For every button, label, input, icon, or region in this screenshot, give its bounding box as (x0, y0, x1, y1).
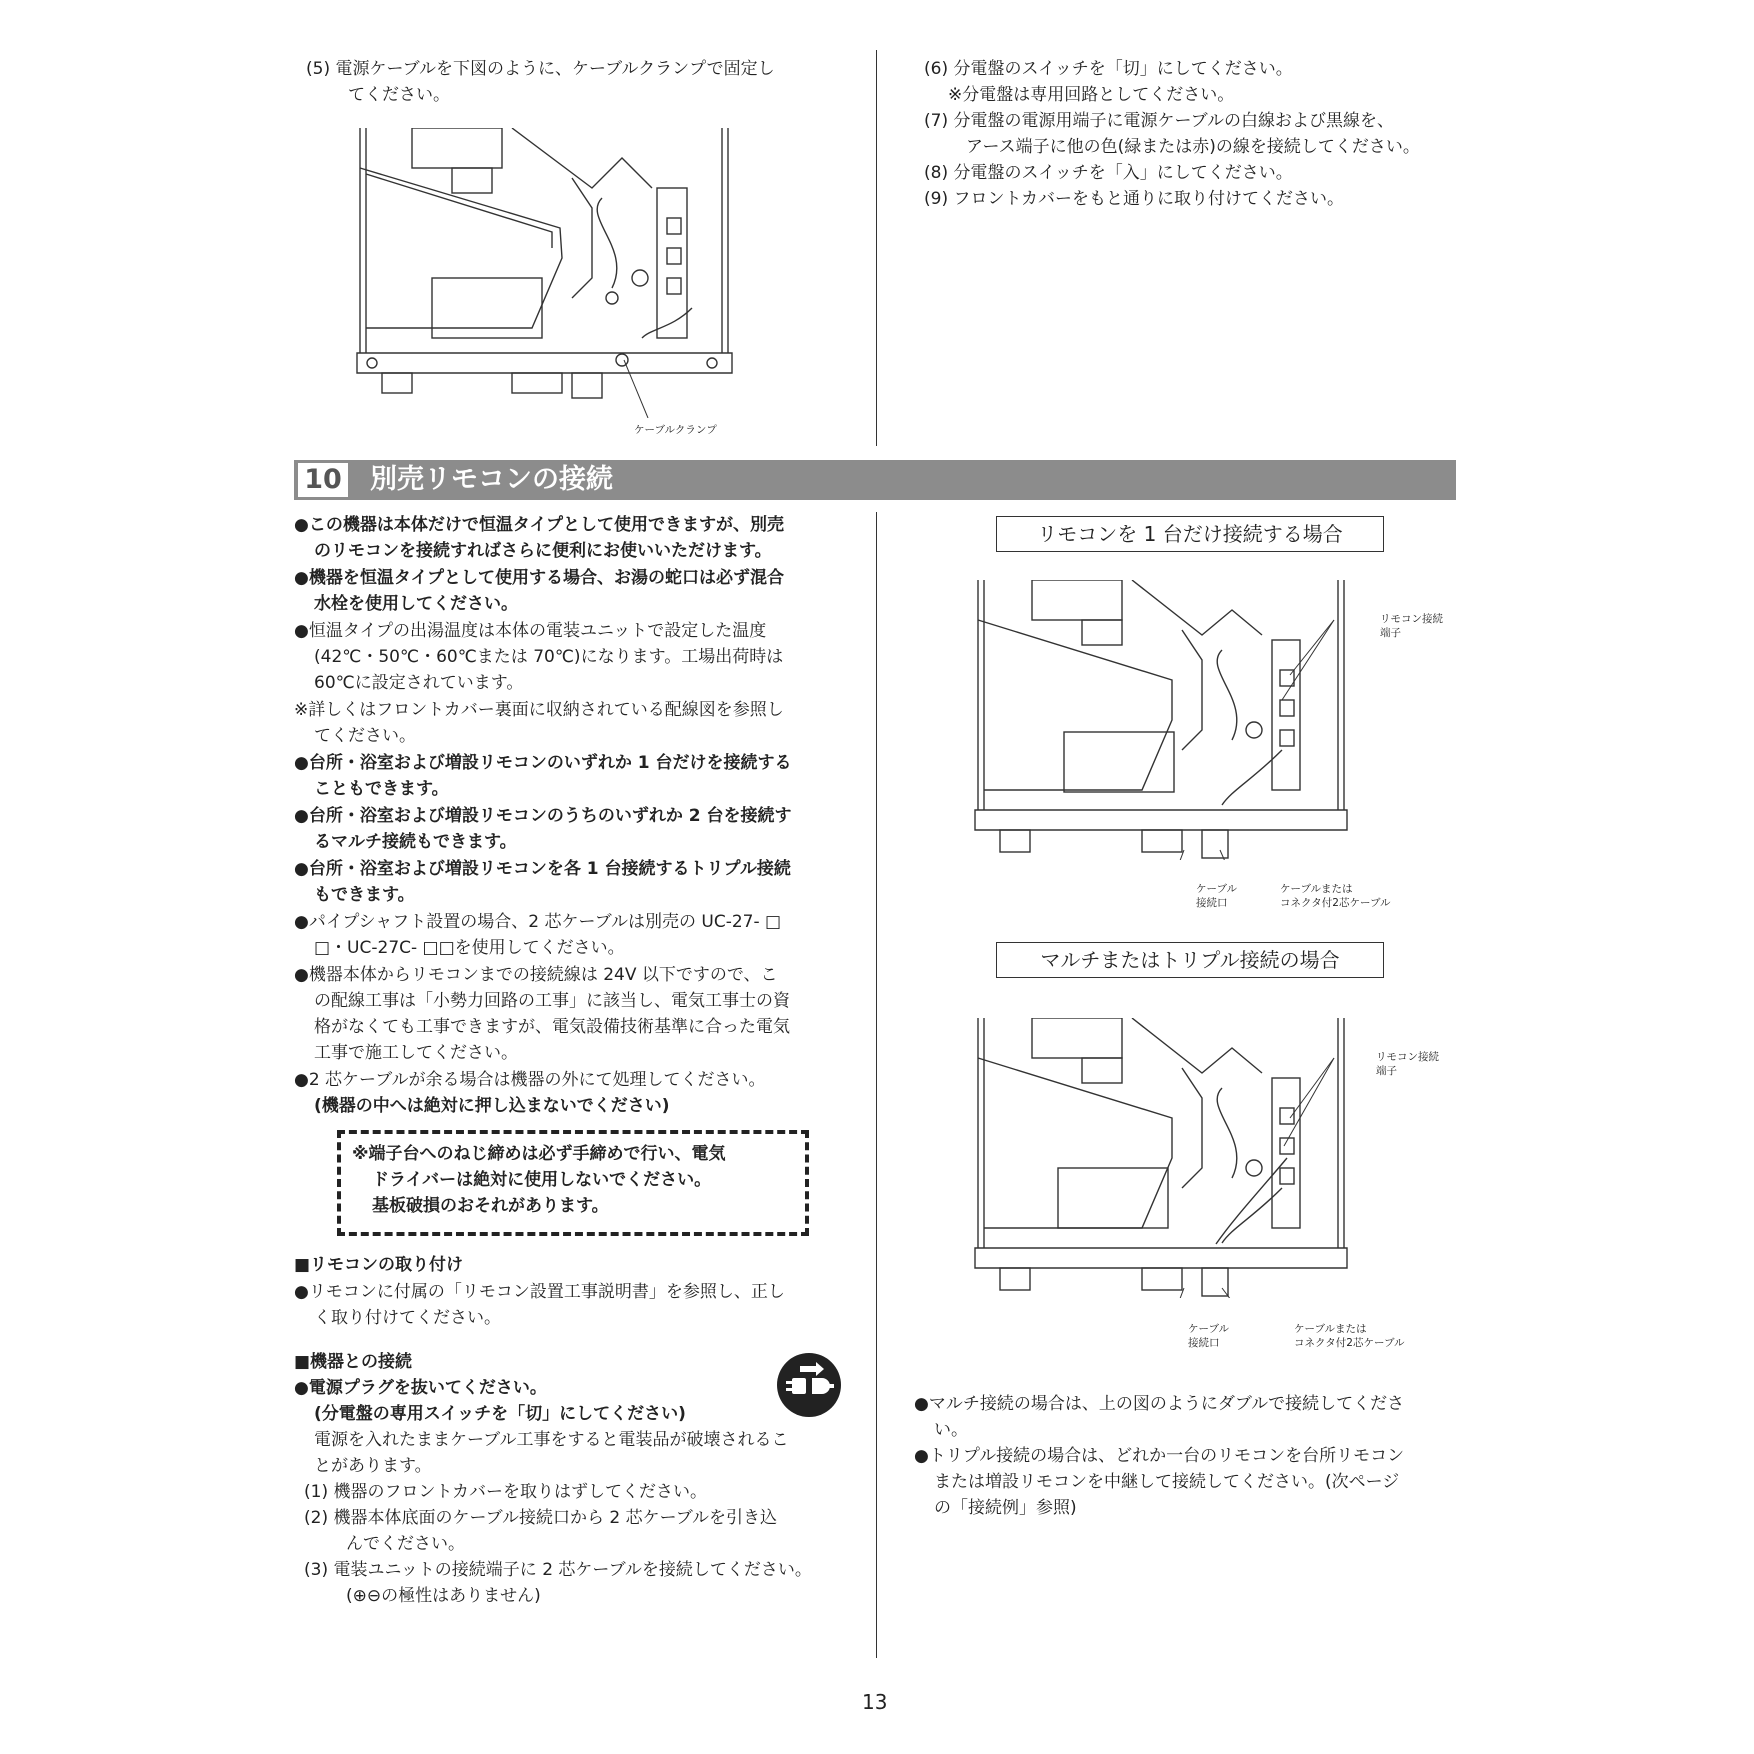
step-7-line-2: アース端子に他の色(緑または赤)の線を接続してください。 (966, 137, 1420, 157)
multi-note-line-2: い。 (934, 1420, 968, 1440)
bullet-3-line-1: ●恒温タイプの出湯温度は本体の電装ユニットで設定した温度 (294, 621, 767, 641)
bullet-5-line-1: ●台所・浴室および増設リモコンのうちのいずれか 2 台を接続す (294, 806, 792, 826)
fig1-port-label-2: 接続口 (1196, 897, 1228, 909)
fig2-terminal-label-1: リモコン接続 (1376, 1051, 1439, 1063)
multi-remote-figure (972, 1018, 1350, 1298)
bullet-7-line-1: ●パイプシャフト設置の場合、2 芯ケーブルは別売の UC-27- □ (294, 912, 782, 932)
section-number: 10 (298, 463, 348, 497)
single-remote-title: リモコンを 1 台だけ接続する場合 (996, 516, 1384, 552)
bullet-2-line-2: 水栓を使用してください。 (314, 594, 518, 614)
bullet-3-line-2: (42℃・50℃・60℃または 70℃)になります。工場出荷時は (314, 647, 784, 667)
note-1-line-1: ※詳しくはフロントカバー裏面に収納されている配線図を参照し (294, 700, 784, 720)
bullet-1-line-2: のリモコンを接続すればさらに便利にお使いいただけます。 (314, 541, 772, 561)
bullet-1-line-1: ●この機器は本体だけで恒温タイプとして使用できますが、別売 (294, 515, 784, 535)
multi-remote-title: マルチまたはトリプル接続の場合 (996, 942, 1384, 978)
column-divider-bottom (876, 512, 877, 1658)
notice-line-2: ドライバーは絶対に使用しないでください。 (372, 1170, 712, 1190)
bullet-8-line-1: ●機器本体からリモコンまでの接続線は 24V 以下ですので、こ (294, 965, 778, 985)
fig2-port-label-1: ケーブル (1188, 1323, 1230, 1335)
step-5-line-2: てください。 (348, 85, 450, 105)
fig2-port-label-2: 接続口 (1188, 1337, 1220, 1349)
step-9: (9) フロントカバーをもと通りに取り付けてください。 (924, 189, 1344, 209)
bullet-3-line-3: 60℃に設定されています。 (314, 673, 524, 693)
notice-line-3: 基板破損のおそれがあります。 (372, 1196, 609, 1216)
bullet-9-line-2: (機器の中へは絶対に押し込まないでください) (314, 1096, 670, 1116)
step-3-line-1: (3) 電装ユニットの接続端子に 2 芯ケーブルを接続してください。 (304, 1560, 812, 1580)
step-7-line-1: (7) 分電盤の電源用端子に電源ケーブルの白線および黒線を、 (924, 111, 1394, 131)
fig1-cable-label-2: コネクタ付2芯ケーブル (1280, 897, 1391, 909)
warning-text-line-1: 電源を入れたままケーブル工事をすると電装品が破壊されるこ (314, 1430, 789, 1450)
bullet-9-line-1: ●2 芯ケーブルが余る場合は機器の外にて処理してください。 (294, 1070, 766, 1090)
fig1-port-label-1: ケーブル (1196, 883, 1238, 895)
step-1: (1) 機器のフロントカバーを取りはずしてください。 (304, 1482, 707, 1502)
step-6-note: ※分電盤は専用回路としてください。 (948, 85, 1235, 105)
step-3-line-2: (⊕⊖の極性はありません) (346, 1586, 541, 1606)
page-number: 13 (862, 1690, 888, 1714)
switch-off-instruction: (分電盤の専用スイッチを「切」にしてください) (314, 1404, 686, 1424)
cable-clamp-figure (352, 128, 736, 418)
bullet-4-line-2: こともできます。 (314, 779, 449, 799)
fig2-cable-label-2: コネクタ付2芯ケーブル (1294, 1337, 1405, 1349)
bullet-8-line-2: の配線工事は「小勢力回路の工事」に該当し、電気工事士の資 (314, 991, 790, 1011)
remote-mounting-heading: ■リモコンの取り付け (294, 1255, 464, 1275)
fig2-cable-label-1: ケーブルまたは (1294, 1323, 1367, 1335)
warning-text-line-2: とがあります。 (314, 1456, 432, 1476)
single-remote-figure (972, 580, 1350, 860)
device-connection-heading: ■機器との接続 (294, 1352, 413, 1372)
multi-note-line-1: ●マルチ接続の場合は、上の図のようにダブルで接続してくださ (914, 1394, 1405, 1414)
bullet-5-line-2: るマルチ接続もできます。 (314, 832, 517, 852)
remote-mounting-line-1: ●リモコンに付属の「リモコン設置工事説明書」を参照し、正し (294, 1282, 785, 1302)
triple-note-line-3: の「接続例」参照) (934, 1498, 1077, 1518)
step-8: (8) 分電盤のスイッチを「入」にしてください。 (924, 163, 1293, 183)
fig1-terminal-label-2: 端子 (1380, 627, 1401, 639)
step-6: (6) 分電盤のスイッチを「切」にしてください。 (924, 59, 1293, 79)
bullet-7-line-2: □・UC-27C- □□を使用してください。 (314, 938, 625, 958)
fig1-terminal-label-1: リモコン接続 (1380, 613, 1443, 625)
step-5-line-1: (5) 電源ケーブルを下図のように、ケーブルクランプで固定し (306, 59, 775, 79)
note-1-line-2: てください。 (314, 726, 416, 746)
fig1-cable-label-1: ケーブルまたは (1280, 883, 1353, 895)
bullet-4-line-1: ●台所・浴室および増設リモコンのいずれか 1 台だけを接続する (294, 753, 792, 773)
column-divider-top (876, 50, 877, 446)
unplug-icon (776, 1352, 842, 1418)
bullet-8-line-3: 格がなくても工事できますが、電気設備技術基準に合った電気 (314, 1017, 790, 1037)
notice-line-1: ※端子台へのねじ締めは必ず手締めで行い、電気 (352, 1144, 726, 1164)
unplug-instruction: ●電源プラグを抜いてください。 (294, 1378, 547, 1398)
step-2-line-2: んでください。 (346, 1534, 465, 1554)
bullet-2-line-1: ●機器を恒温タイプとして使用する場合、お湯の蛇口は必ず混合 (294, 568, 784, 588)
fig2-terminal-label-2: 端子 (1376, 1065, 1397, 1077)
bullet-8-line-4: 工事で施工してください。 (314, 1043, 518, 1063)
section-title: 別売リモコンの接続 (370, 464, 613, 495)
step-2-line-1: (2) 機器本体底面のケーブル接続口から 2 芯ケーブルを引き込 (304, 1508, 778, 1528)
triple-note-line-2: または増設リモコンを中継して接続してください。(次ページ (934, 1472, 1400, 1492)
cable-clamp-label: ケーブルクランプ (634, 424, 717, 436)
bullet-6-line-1: ●台所・浴室および増設リモコンを各 1 台接続するトリプル接続 (294, 859, 791, 879)
bullet-6-line-2: もできます。 (314, 885, 415, 905)
triple-note-line-1: ●トリプル接続の場合は、どれか一台のリモコンを台所リモコン (914, 1446, 1405, 1466)
remote-mounting-line-2: く取り付けてください。 (314, 1308, 501, 1328)
